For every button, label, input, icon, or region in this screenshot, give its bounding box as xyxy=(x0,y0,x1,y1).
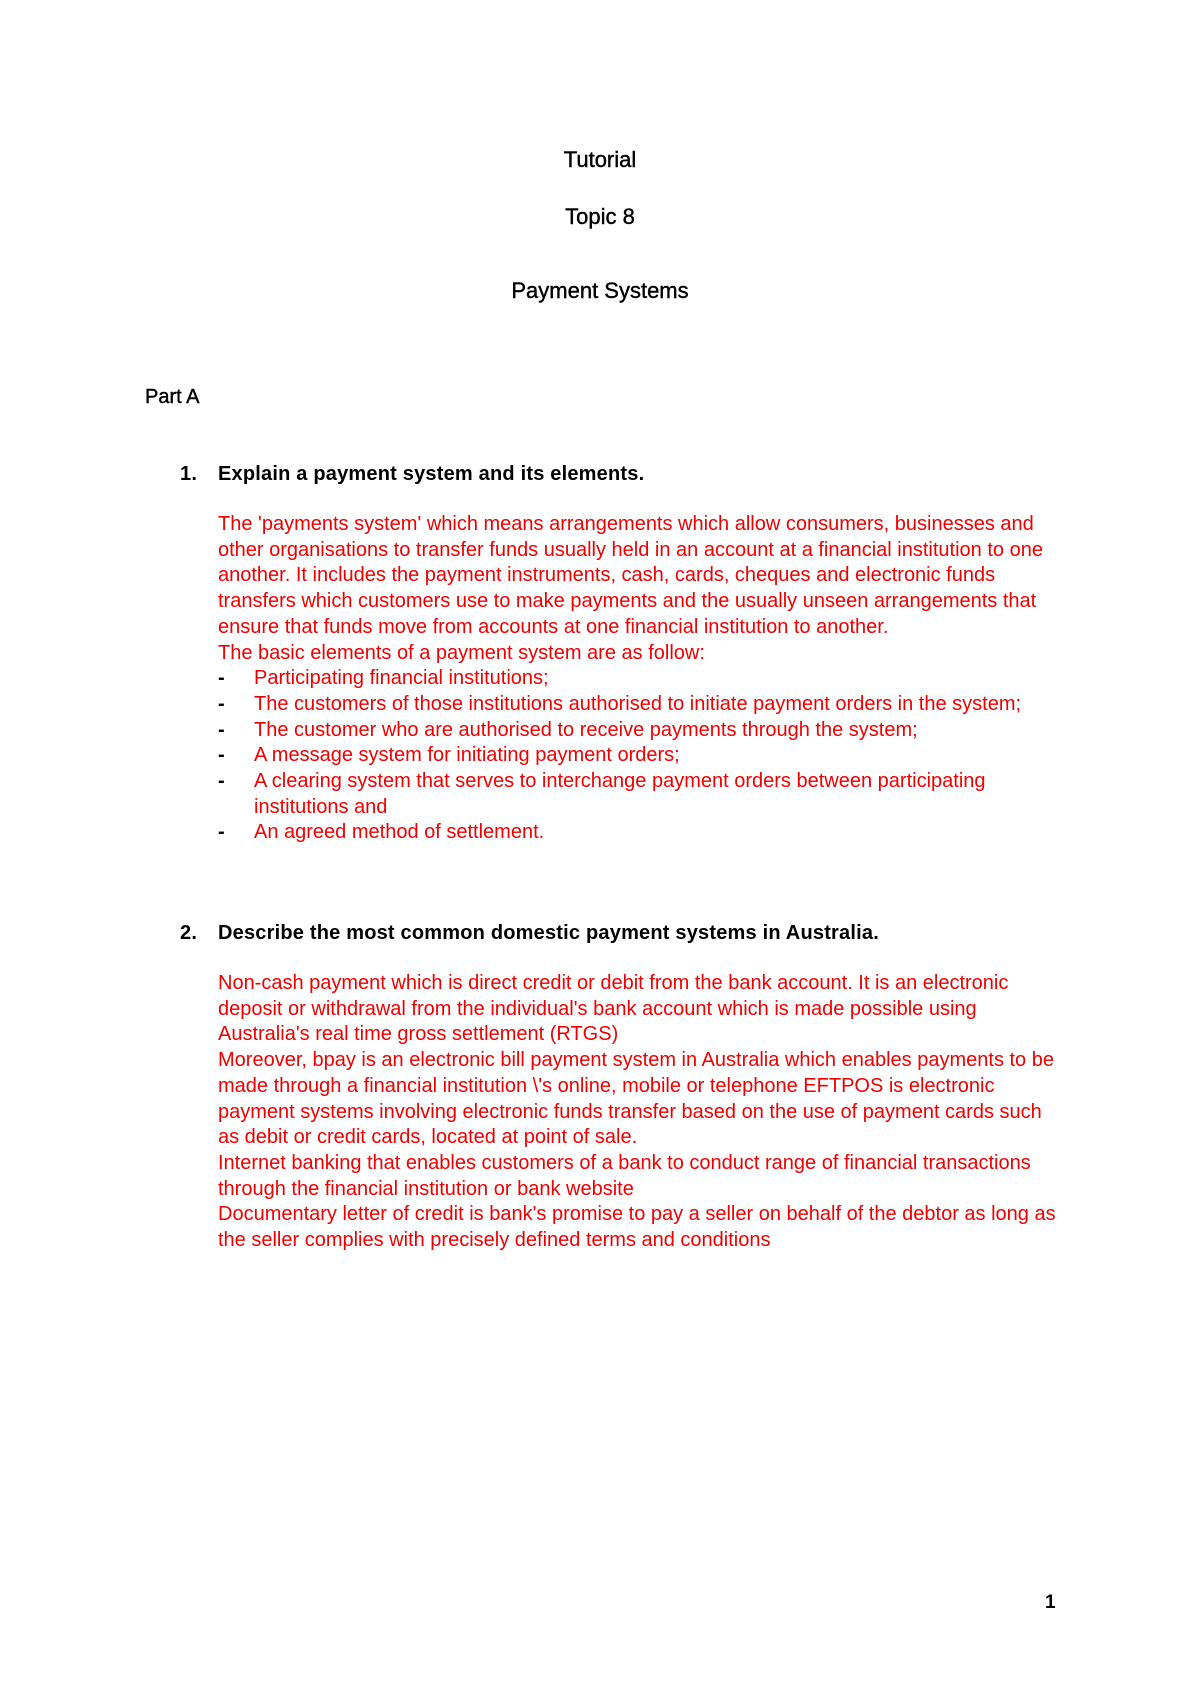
question-number: 2. xyxy=(180,922,198,944)
list-item-text: The customers of those institutions authorised to initiate payment orders in the system; xyxy=(254,692,1022,715)
question-2 xyxy=(180,920,1080,1254)
answer-2 xyxy=(218,971,1068,1254)
answer-paragraph: Non-cash payment which is direct credit or debit from the bank account. It is an electronic deposit or withdrawal from the individual's bank account which is made possible using Australia's real time gross settlement (RTGS) xyxy=(218,972,1009,1046)
list-item xyxy=(218,666,1068,692)
question-number: 1. xyxy=(180,463,198,485)
list-item xyxy=(218,769,1068,820)
bullet-marker: - xyxy=(218,667,225,690)
question-text: Explain a payment system and its elements. xyxy=(218,463,645,485)
topic-subject: Payment Systems xyxy=(511,278,689,303)
part-heading: Part A xyxy=(145,386,200,408)
document-title: Tutorial xyxy=(563,147,637,172)
question-1 xyxy=(180,461,1080,846)
bullet-marker: - xyxy=(218,692,225,715)
topic-number: Topic 8 xyxy=(565,204,635,229)
bullet-marker: - xyxy=(218,744,225,767)
answer-paragraph: The basic elements of a payment system are as follow: xyxy=(218,641,705,664)
bullet-marker: - xyxy=(218,718,225,741)
list-item xyxy=(218,718,1068,744)
list-item-text: A clearing system that serves to interchange payment orders between participating institutions and xyxy=(254,770,986,818)
answer-paragraph: Moreover, bpay is an electronic bill payment system in Australia which enables payments to be made through a financial institution \'s online, mobile or telephone EFTPOS is electronic payment systems involving electronic funds transfer based on the use of payment cards such as debit or credit cards, located at point of sale. xyxy=(218,1049,1054,1149)
question-text: Describe the most common domestic payment systems in Australia. xyxy=(218,922,879,944)
bullet-marker: - xyxy=(218,821,225,844)
question-heading xyxy=(180,461,1080,487)
list-item-text: A message system for initiating payment orders; xyxy=(254,744,680,767)
answer-paragraph: The 'payments system' which means arrangements which allow consumers, businesses and other organisations to transfer funds usually held in an account at a financial institution to one another. It includes the payment instruments, cash, cards, cheques and electronic funds transfers which customers use to make payments and the usually unseen arrangements that ensure that funds move from accounts at one financial institution to another. xyxy=(218,513,1043,638)
elements-list xyxy=(218,666,1068,846)
list-item-text: The customer who are authorised to receive payments through the system; xyxy=(254,718,918,741)
bullet-marker: - xyxy=(218,770,225,793)
list-item-text: Participating financial institutions; xyxy=(254,667,549,690)
list-item xyxy=(218,743,1068,769)
list-item xyxy=(218,692,1068,718)
answer-1 xyxy=(218,512,1068,846)
answer-paragraph: Documentary letter of credit is bank's promise to pay a seller on behalf of the debtor as long as the seller complies with precisely defined terms and conditions xyxy=(218,1203,1056,1252)
question-heading xyxy=(180,920,1080,946)
answer-paragraph: Internet banking that enables customers of a bank to conduct range of financial transactions through the financial institution or bank website xyxy=(218,1151,1031,1200)
page-number: 1 xyxy=(1045,1592,1056,1613)
list-item-text: An agreed method of settlement. xyxy=(254,821,545,844)
list-item xyxy=(218,820,1068,846)
